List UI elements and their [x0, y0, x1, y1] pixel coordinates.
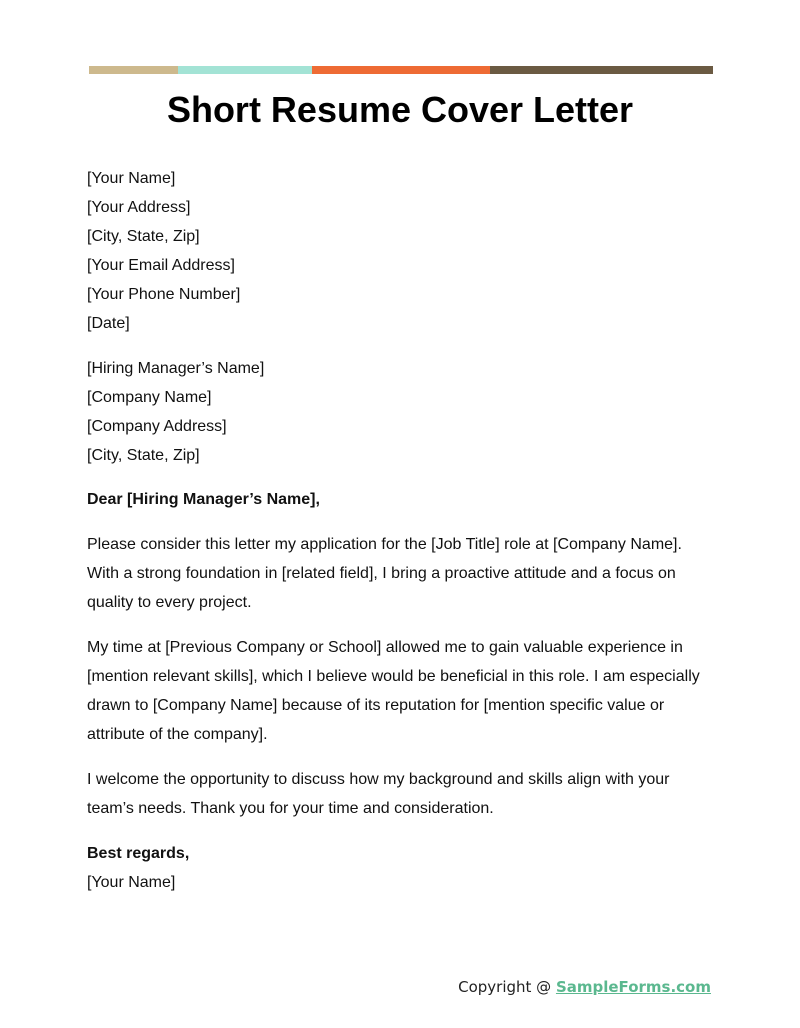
- sender-city-state-zip: [City, State, Zip]: [87, 228, 200, 245]
- salutation: Dear [Hiring Manager’s Name],: [87, 491, 320, 508]
- recipient-address: [Company Address]: [87, 418, 227, 435]
- copyright-prefix: Copyright @: [458, 978, 556, 996]
- closing: Best regards,: [87, 845, 190, 862]
- page-title: Short Resume Cover Letter: [166, 89, 634, 130]
- signature-name: [Your Name]: [87, 874, 176, 891]
- brand-link[interactable]: SampleForms.com: [555, 978, 711, 996]
- sign-off: [87, 839, 713, 897]
- decorative-color-bar: [89, 66, 713, 74]
- sender-block: [87, 164, 713, 338]
- sender-address: [Your Address]: [87, 199, 191, 216]
- color-bar-segment-brown: [490, 66, 713, 74]
- color-bar-segment-orange: [312, 66, 490, 74]
- color-bar-segment-tan: [89, 66, 178, 74]
- recipient-city-state-zip: [City, State, Zip]: [87, 447, 200, 464]
- letter-date: [Date]: [87, 315, 130, 332]
- sender-phone: [Your Phone Number]: [87, 286, 241, 303]
- sender-email: [Your Email Address]: [87, 257, 235, 274]
- letter-body: [87, 164, 713, 897]
- body-paragraph: Please consider this letter my application for the [Job Title] role at [Company Name]. With a strong foundation in [related field], I bring a proactive attitude and a focus on quality to every project.: [87, 536, 682, 611]
- copyright-footer: [458, 978, 711, 996]
- color-bar-segment-mint: [178, 66, 312, 74]
- recipient-name: [Hiring Manager’s Name]: [87, 360, 265, 377]
- body-paragraph: My time at [Previous Company or School] allowed me to gain valuable experience in [mention relevant skills], which I believe would be beneficial in this role. I am especially drawn to [Company Name] because of its reputation for [mention specific value or attribute of the company].: [87, 639, 700, 743]
- sender-name: [Your Name]: [87, 170, 176, 187]
- recipient-company: [Company Name]: [87, 389, 212, 406]
- body-paragraph: I welcome the opportunity to discuss how my background and skills align with your team’s needs. Thank you for your time and consideration.: [87, 771, 670, 817]
- recipient-block: [87, 354, 713, 470]
